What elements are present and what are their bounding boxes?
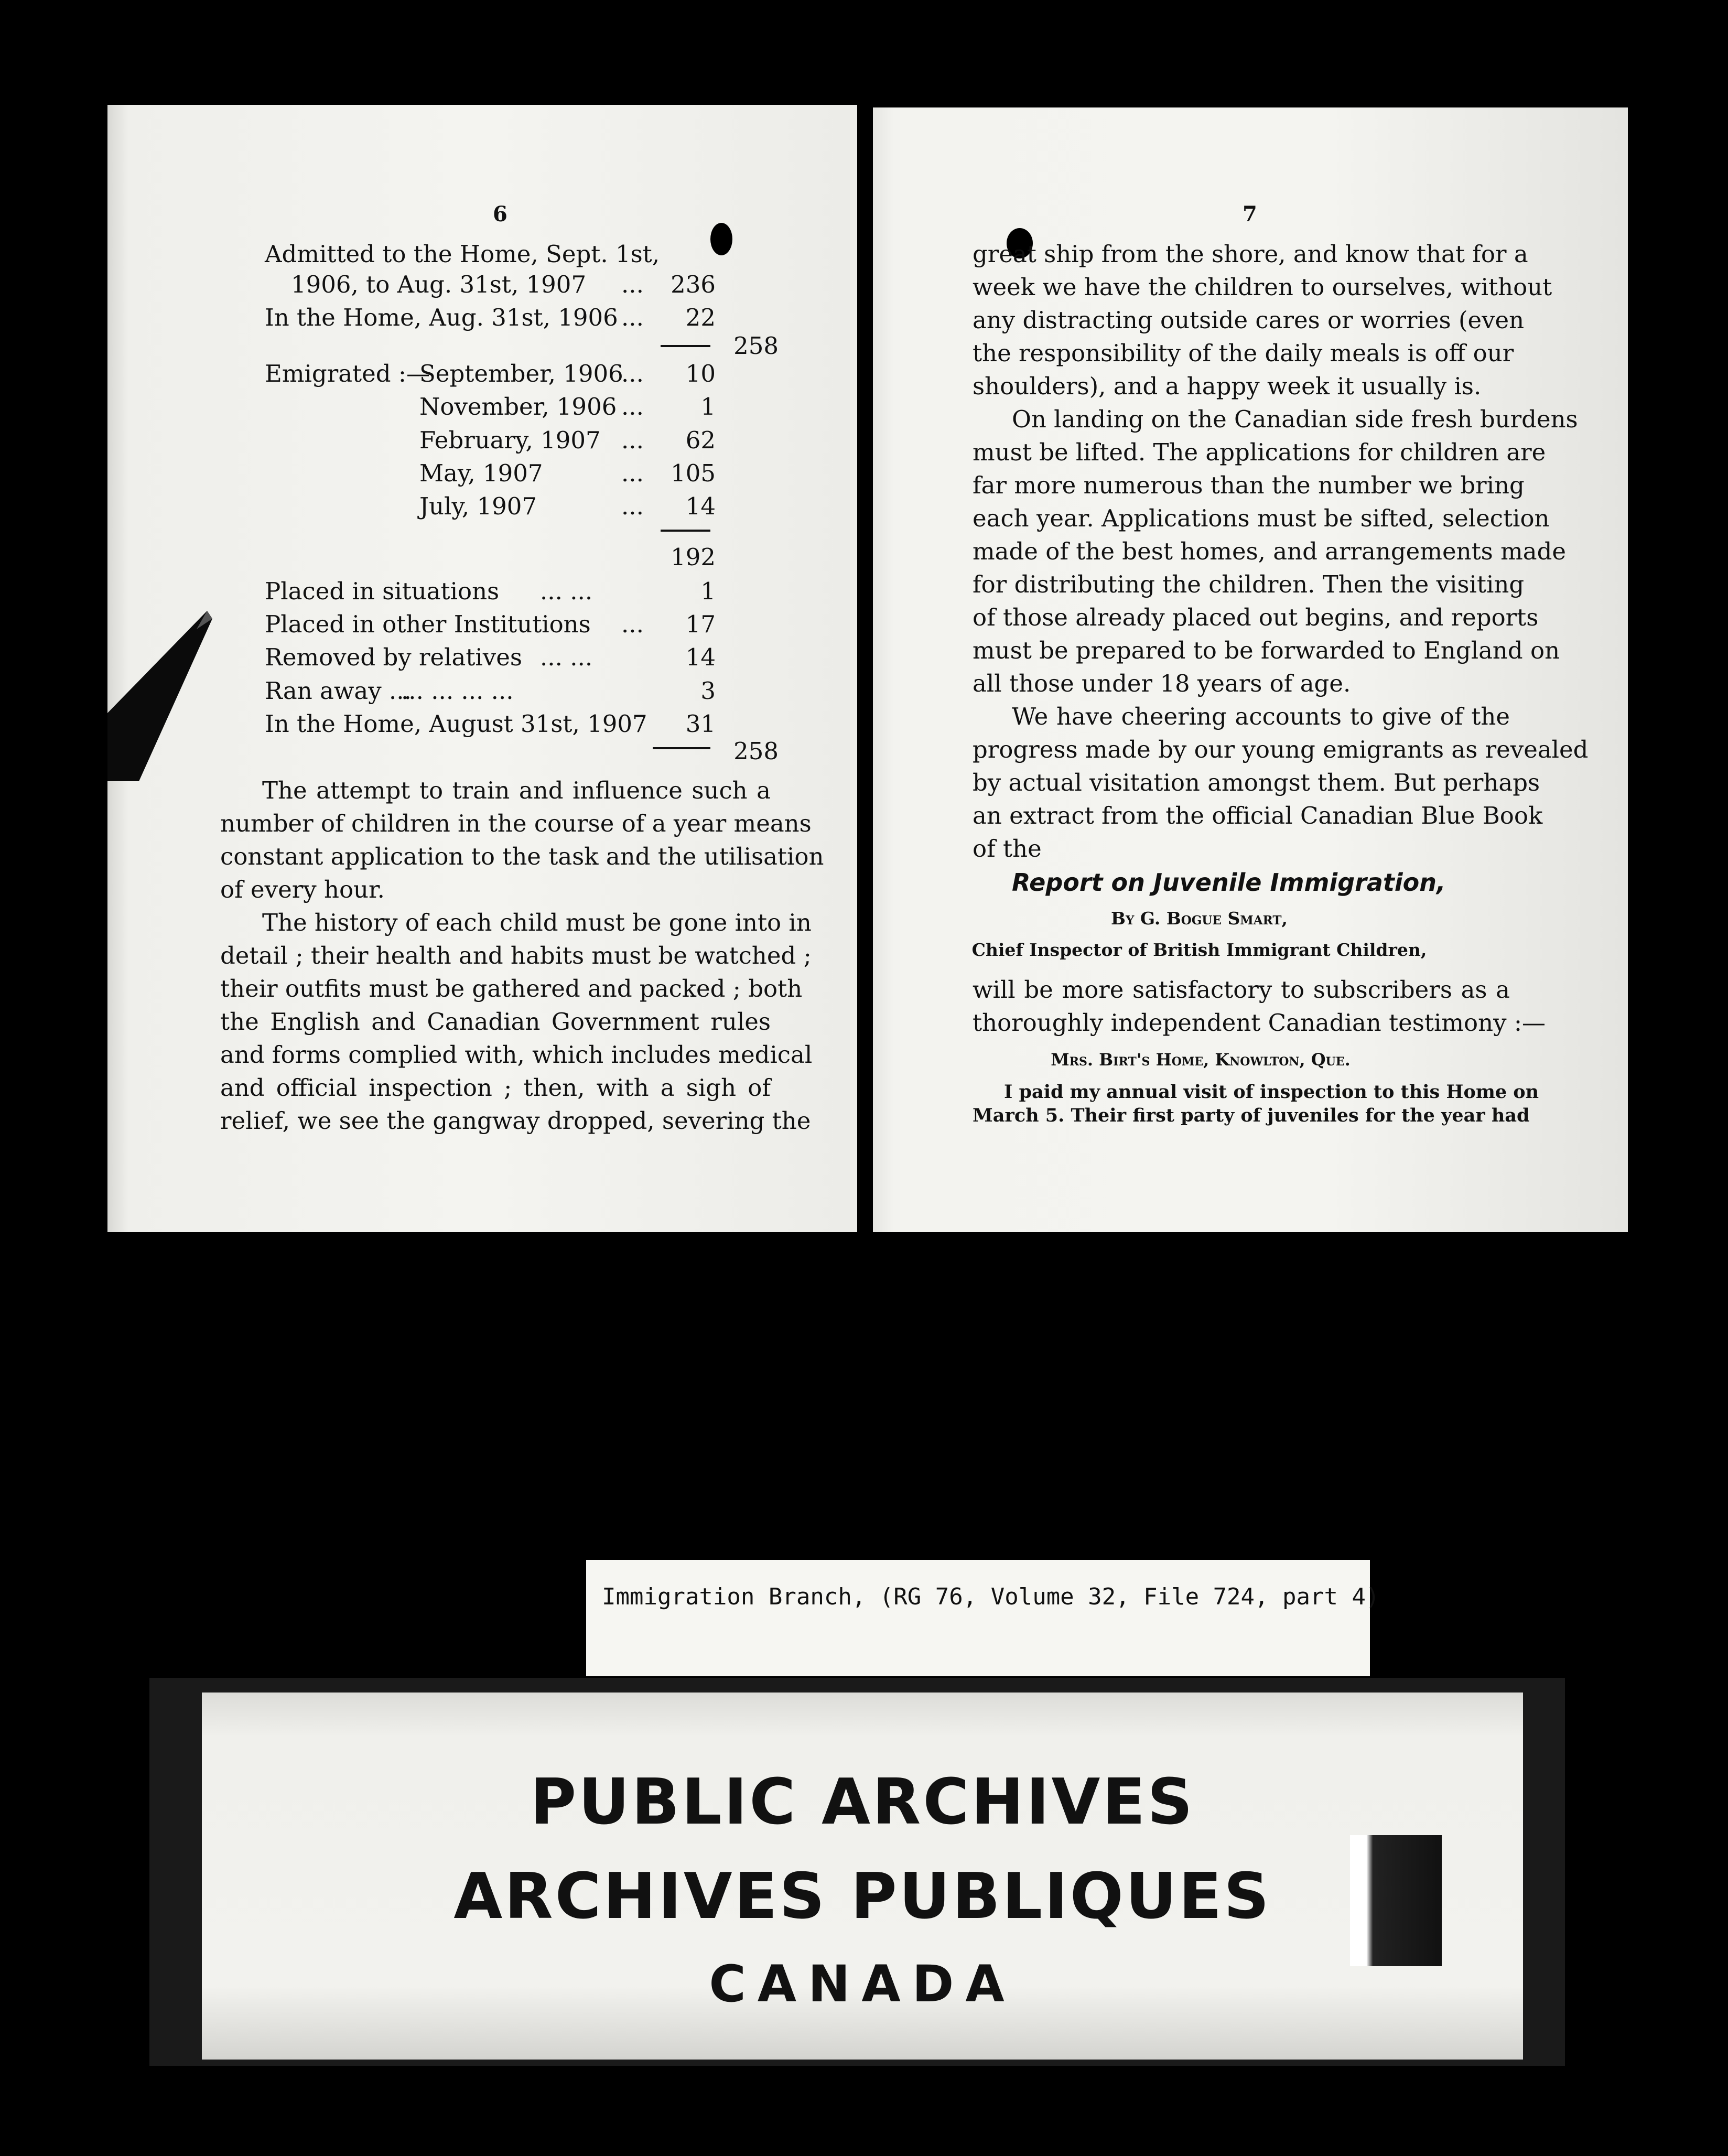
stamp-line-1: PUBLIC ARCHIVES <box>530 1766 1195 1839</box>
text-line: the responsibility of the daily meals is off our <box>973 339 1514 367</box>
text-line: of the <box>973 835 1042 863</box>
dots: ... <box>621 610 644 638</box>
text-line: shoulders), and a happy week it usually is. <box>973 372 1482 400</box>
outcome-label: Placed in other Institutions <box>265 610 591 638</box>
outcome-label: In the Home, August 31st, 1907 <box>265 710 647 738</box>
stamp-line-3: CANADA <box>709 1955 1016 2013</box>
outcome-label: Placed in situations <box>265 577 500 605</box>
text-line: The attempt to train and influence such a <box>262 777 771 804</box>
text-line: relief, we see the gangway dropped, severing the <box>220 1107 811 1135</box>
sum-rule <box>653 747 710 749</box>
emigrated-total: 192 <box>671 543 716 571</box>
dots: ... <box>621 304 644 331</box>
emigrated-value: 105 <box>671 459 716 487</box>
outcome-value: 14 <box>685 643 716 671</box>
in-home-1906-label: In the Home, Aug. 31st, 1906 <box>265 304 618 331</box>
emigrated-month: September, 1906 <box>419 360 623 387</box>
page-number: 6 <box>493 202 507 227</box>
text-line: for distributing the children. Then the visiting <box>973 570 1525 598</box>
text-line: We have cheering accounts to give of the <box>1012 703 1510 730</box>
text-line: week we have the children to ourselves, without <box>973 273 1552 301</box>
archive-reference-text: Immigration Branch, (RG 76, Volume 32, File 724, part 4) <box>602 1583 1380 1610</box>
extract-heading: Mrs. Birt's Home, Knowlton, Que. <box>1051 1050 1351 1070</box>
emigrated-value: 62 <box>685 426 716 454</box>
outcome-label: Ran away ... <box>265 677 412 705</box>
text-line: and official inspection ; then, with a sigh of <box>220 1074 771 1102</box>
text-line: detail ; their health and habits must be watched ; <box>220 942 812 969</box>
text-line: by actual visitation amongst them. But perhaps <box>973 769 1540 796</box>
report-title: Report on Juvenile Immigration, <box>1012 868 1446 897</box>
emigrated-month: July, 1907 <box>419 492 537 520</box>
text-line: must be lifted. The applications for children are <box>973 438 1546 466</box>
outcome-value: 31 <box>685 710 716 738</box>
text-line: great ship from the shore, and know that for a <box>973 240 1528 268</box>
text-line: each year. Applications must be sifted, selection <box>973 504 1550 532</box>
text-line: an extract from the official Canadian Blue Book <box>973 802 1543 829</box>
text-line: number of children in the course of a year means <box>220 810 812 837</box>
stamp-tab <box>1350 1835 1442 1966</box>
text-line: will be more satisfactory to subscribers as a <box>973 976 1510 1004</box>
right-page <box>873 107 1628 1232</box>
text-line: constant application to the task and the utilisation <box>220 843 824 870</box>
ink-blot <box>710 223 732 255</box>
text-line: The history of each child must be gone into in <box>262 909 812 936</box>
dots: ... <box>621 271 644 298</box>
emigrated-value: 14 <box>685 492 716 520</box>
text-line: thoroughly independent Canadian testimony :— <box>973 1009 1546 1037</box>
admitted-value: 236 <box>671 271 716 298</box>
pencil-tip <box>107 608 212 781</box>
in-home-1906-value: 22 <box>685 304 716 331</box>
text-line: On landing on the Canadian side fresh burdens <box>1012 405 1578 433</box>
emigrated-month: February, 1907 <box>419 426 601 454</box>
public-archives-stamp <box>202 1693 1523 2060</box>
emigrated-value: 10 <box>685 360 716 387</box>
outcome-value: 3 <box>700 677 716 705</box>
extract-line: March 5. Their first party of juveniles for the year had <box>973 1105 1530 1126</box>
emigrated-month: November, 1906 <box>419 393 617 421</box>
text-line: their outfits must be gathered and packed ; both <box>220 975 803 1002</box>
archive-reference-card <box>586 1560 1380 1676</box>
text-line: of every hour. <box>220 876 385 903</box>
sum-rule <box>661 345 710 347</box>
dots: ... <box>621 492 644 520</box>
text-line: of those already placed out begins, and reports <box>973 603 1539 631</box>
text-line: and forms complied with, which includes medical <box>220 1041 813 1069</box>
left-page <box>107 105 857 1232</box>
subtotal-1: 258 <box>733 332 779 360</box>
text-line: all those under 18 years of age. <box>973 670 1351 697</box>
dots: ... <box>621 393 644 421</box>
dots: ... <box>621 360 644 387</box>
extract-line: I paid my annual visit of inspection to this Home on <box>1004 1081 1539 1103</box>
text-line: the English and Canadian Government rules <box>220 1008 771 1036</box>
dots: ... ... <box>540 643 593 671</box>
outcome-value: 17 <box>685 610 716 638</box>
admitted-label-cont: 1906, to Aug. 31st, 1907 <box>291 271 587 298</box>
text-line: any distracting outside cares or worries (even <box>973 306 1525 334</box>
admitted-label: Admitted to the Home, Sept. 1st, <box>265 240 660 268</box>
text-line: must be prepared to be forwarded to England on <box>973 637 1560 664</box>
page-number: 7 <box>1243 202 1257 227</box>
sum-rule <box>661 530 710 532</box>
text-line: progress made by our young emigrants as revealed <box>973 736 1589 763</box>
byline-title: Chief Inspector of British Immigrant Children, <box>971 940 1427 960</box>
emigrated-prefix: Emigrated :— <box>265 360 430 387</box>
byline: By G. Bogue Smart, <box>1111 908 1288 929</box>
emigrated-value: 1 <box>700 393 716 421</box>
dots: ... <box>621 426 644 454</box>
dots: ... ... ... ... <box>401 677 514 705</box>
outcome-value: 1 <box>700 577 716 605</box>
subtotal-2: 258 <box>733 737 779 765</box>
outcome-label: Removed by relatives <box>265 643 522 671</box>
text-line: made of the best homes, and arrangements made <box>973 537 1567 565</box>
dots: ... ... <box>540 577 593 605</box>
stamp-line-2: ARCHIVES PUBLIQUES <box>453 1860 1271 1933</box>
emigrated-month: May, 1907 <box>419 459 543 487</box>
dots: ... <box>621 459 644 487</box>
text-line: far more numerous than the number we bring <box>973 471 1525 499</box>
